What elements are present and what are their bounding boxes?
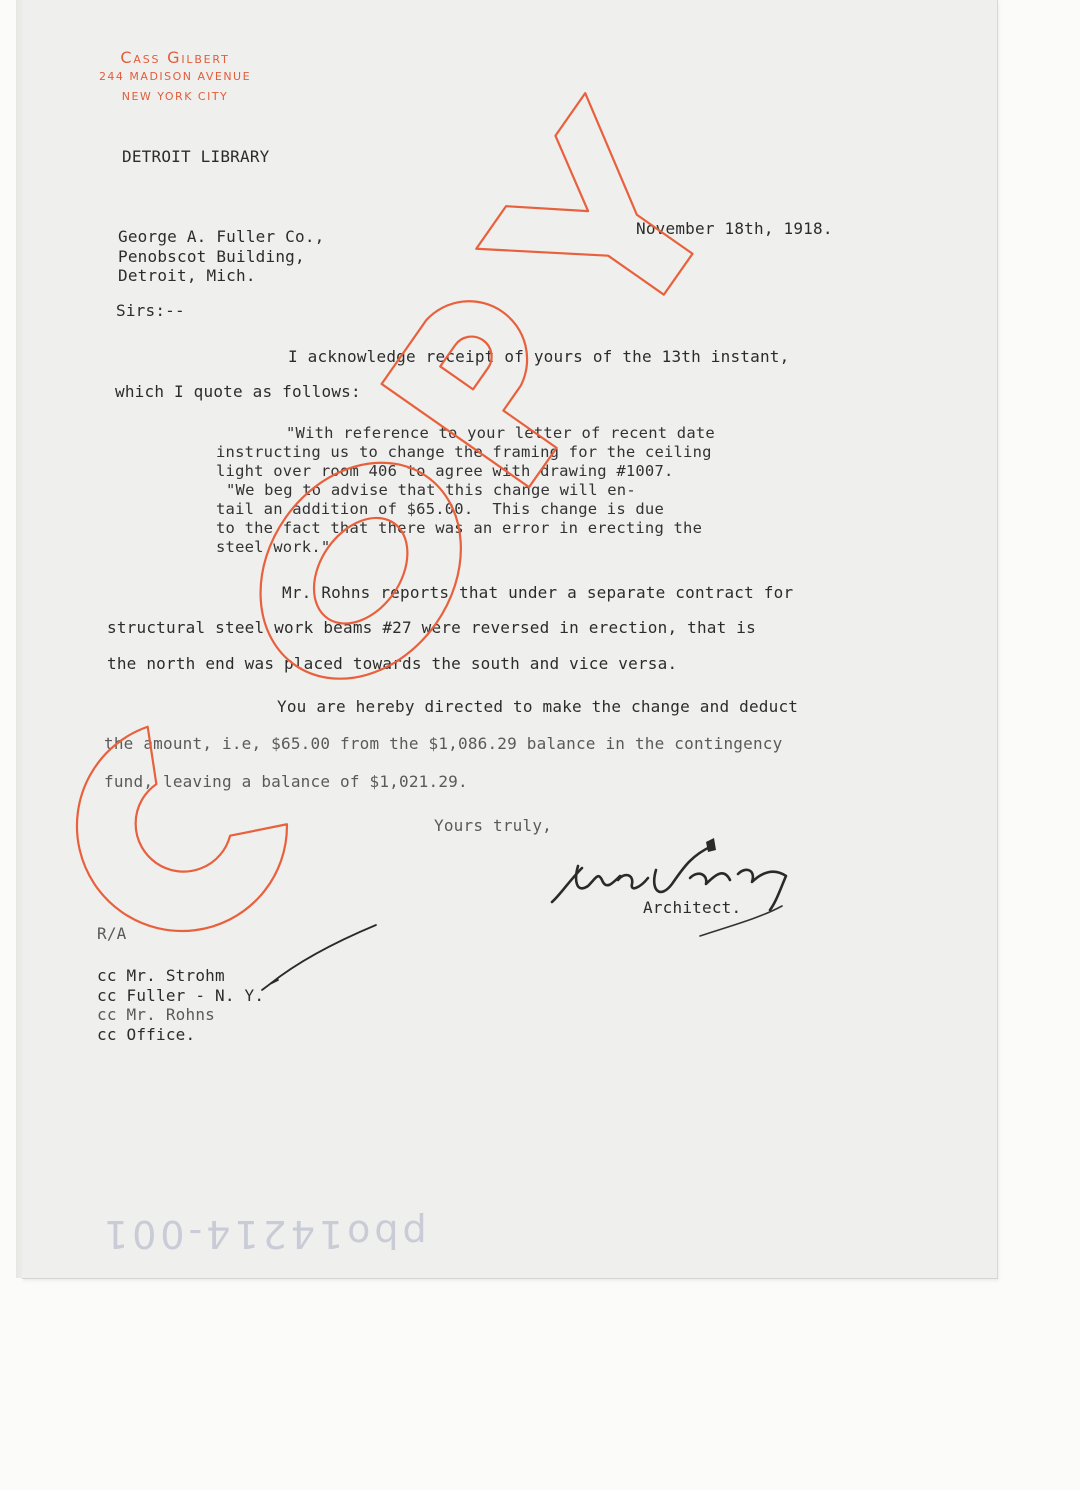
recipient-line-1: George A. Fuller Co., [118,227,325,246]
quote-line-7: steel work." [216,538,331,556]
signature-title: Architect. [643,898,742,917]
letterhead-address: 244 MADISON AVENUE [98,70,252,83]
paragraph-1-line-2: which I quote as follows: [115,382,361,401]
quote-line-4: "We beg to advise that this change will en- [226,481,636,499]
letter-sheet [22,0,998,1279]
quote-line-5: tail an addition of $65.00. This change is due [216,500,664,518]
subject-line: DETROIT LIBRARY [122,147,270,166]
paragraph-2-line-2: structural steel work beams #27 were reversed in erection, that is [107,618,756,637]
cc-item: cc Fuller - N. Y. [97,986,265,1005]
salutation: Sirs:-- [116,301,185,320]
recipient-line-2: Penobscot Building, [118,247,305,266]
paragraph-3-line-2: the amount, i.e, $65.00 from the $1,086.29 balance in the contingency [104,734,783,753]
cc-item: cc Mr. Rohns [97,1005,215,1024]
paragraph-3-line-3: fund, leaving a balance of $1,021.29. [104,772,468,791]
paragraph-2-line-1: Mr. Rohns reports that under a separate contract for [282,583,794,602]
quote-line-2: instructing us to change the framing for the ceiling [216,443,712,461]
letterhead-name: Cass Gilbert [120,48,230,67]
closing: Yours truly, [434,816,552,835]
cc-item: cc Mr. Strohm [97,966,225,985]
quote-line-6: to the fact that there was an error in erecting the [216,519,703,537]
quote-line-3: light over room 406 to agree with drawing #1007. [216,462,674,480]
pencil-archive-note: pbo14214-001 [100,1212,427,1256]
letter-date: November 18th, 1918. [636,219,833,238]
paragraph-3-line-1: You are hereby directed to make the change and deduct [277,697,799,716]
paragraph-2-line-3: the north end was placed towards the south and vice versa. [107,654,678,673]
paragraph-1-line-1: I acknowledge receipt of yours of the 13th instant, [288,347,790,366]
recipient-line-3: Detroit, Mich. [118,266,256,285]
cc-item: cc Office. [97,1025,196,1044]
reference-initials: R/A [97,924,127,943]
letterhead-city: NEW YORK CITY [121,90,229,103]
quote-line-1: "With reference to your letter of recent date [286,424,715,442]
